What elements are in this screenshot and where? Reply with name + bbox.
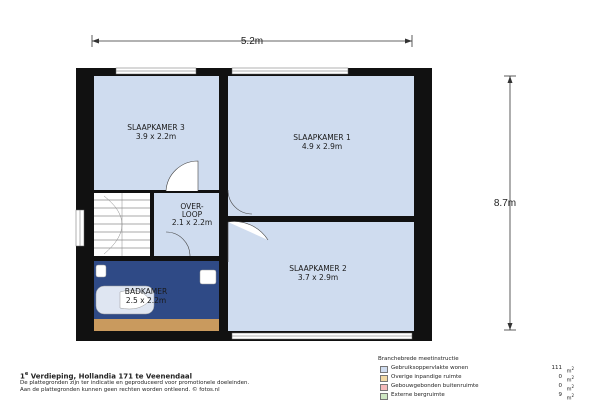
room-badkamer-name: BADKAMER xyxy=(124,287,168,296)
legend-swatch xyxy=(380,384,388,391)
height-label: 8.7m xyxy=(493,198,517,209)
disclaimer-line-2: Aan de plattegronden kunnen geen rechten worden ontleend. © fotos.nl xyxy=(20,387,220,394)
wall-stair-hall xyxy=(150,193,154,213)
legend-unit: $m^2$ xyxy=(566,375,574,384)
legend xyxy=(378,356,578,400)
width-dimension xyxy=(92,35,412,47)
room-badkamer-size: 2.5 x 2.2m xyxy=(125,296,167,305)
legend-value: 0 xyxy=(558,383,562,389)
legend-unit: $m^2$ xyxy=(566,393,574,402)
room-slaapkamer-3-name: SLAAPKAMER 3 xyxy=(127,123,185,132)
wall-right-window xyxy=(418,76,432,341)
wall-right-inner xyxy=(414,76,418,331)
legend-swatch xyxy=(380,393,388,400)
wall-vertical-lower xyxy=(219,240,228,331)
room-overloop-size: 2.1 x 2.2m xyxy=(171,218,213,227)
legend-label: Overige inpandige ruimte xyxy=(391,374,462,380)
room-slaapkamer-3-size: 3.9 x 2.2m xyxy=(135,132,177,141)
wall-bed3-hall xyxy=(94,190,166,193)
legend-swatch xyxy=(380,375,388,382)
legend-label: Externe bergruimte xyxy=(391,392,445,398)
legend-unit: $m^2$ xyxy=(566,366,574,375)
legend-row xyxy=(378,391,578,400)
legend-row xyxy=(378,373,578,382)
legend-title: Branchebrede meetinstructie xyxy=(378,356,459,362)
legend-label: Gebruiksoppervlakte wonen xyxy=(391,365,469,371)
room-overloop-name-2: LOOP xyxy=(181,210,203,219)
wall-bath-top xyxy=(94,256,219,261)
height-dimension xyxy=(494,76,516,330)
legend-label: Gebouwgebonden buitenruimte xyxy=(391,383,479,389)
wall-bed1-bed2 xyxy=(228,216,414,222)
legend-row xyxy=(378,364,578,373)
width-label: 5.2m xyxy=(240,36,264,47)
legend-value: 111 xyxy=(551,365,562,371)
legend-unit: $m^2$ xyxy=(566,384,574,393)
floor-title: 1e Verdieping, Hollandia 171 te Veenendaal xyxy=(20,371,193,381)
legend-row xyxy=(378,382,578,391)
room-slaapkamer-1-size: 4.9 x 2.9m xyxy=(301,142,343,151)
legend-value: 9 xyxy=(558,392,562,398)
sink xyxy=(200,270,216,284)
disclaimer-line-1: De plattegronden zijn ter indicatie en geproduceerd voor promotionele doeleinden. xyxy=(20,380,250,387)
bath-floor xyxy=(94,319,219,331)
room-slaapkamer-1-name: SLAAPKAMER 1 xyxy=(293,133,351,142)
wall-vertical-main xyxy=(219,76,228,192)
copyright: © fotos.nl xyxy=(191,387,220,394)
legend-value: 0 xyxy=(558,374,562,380)
room-overloop-name: OVER- xyxy=(180,202,204,211)
toilet xyxy=(96,265,106,277)
room-slaapkamer-2-size: 3.7 x 2.9m xyxy=(297,273,339,282)
legend-swatch xyxy=(380,366,388,373)
room-slaapkamer-2-name: SLAAPKAMER 2 xyxy=(289,264,347,273)
footer xyxy=(20,371,249,394)
